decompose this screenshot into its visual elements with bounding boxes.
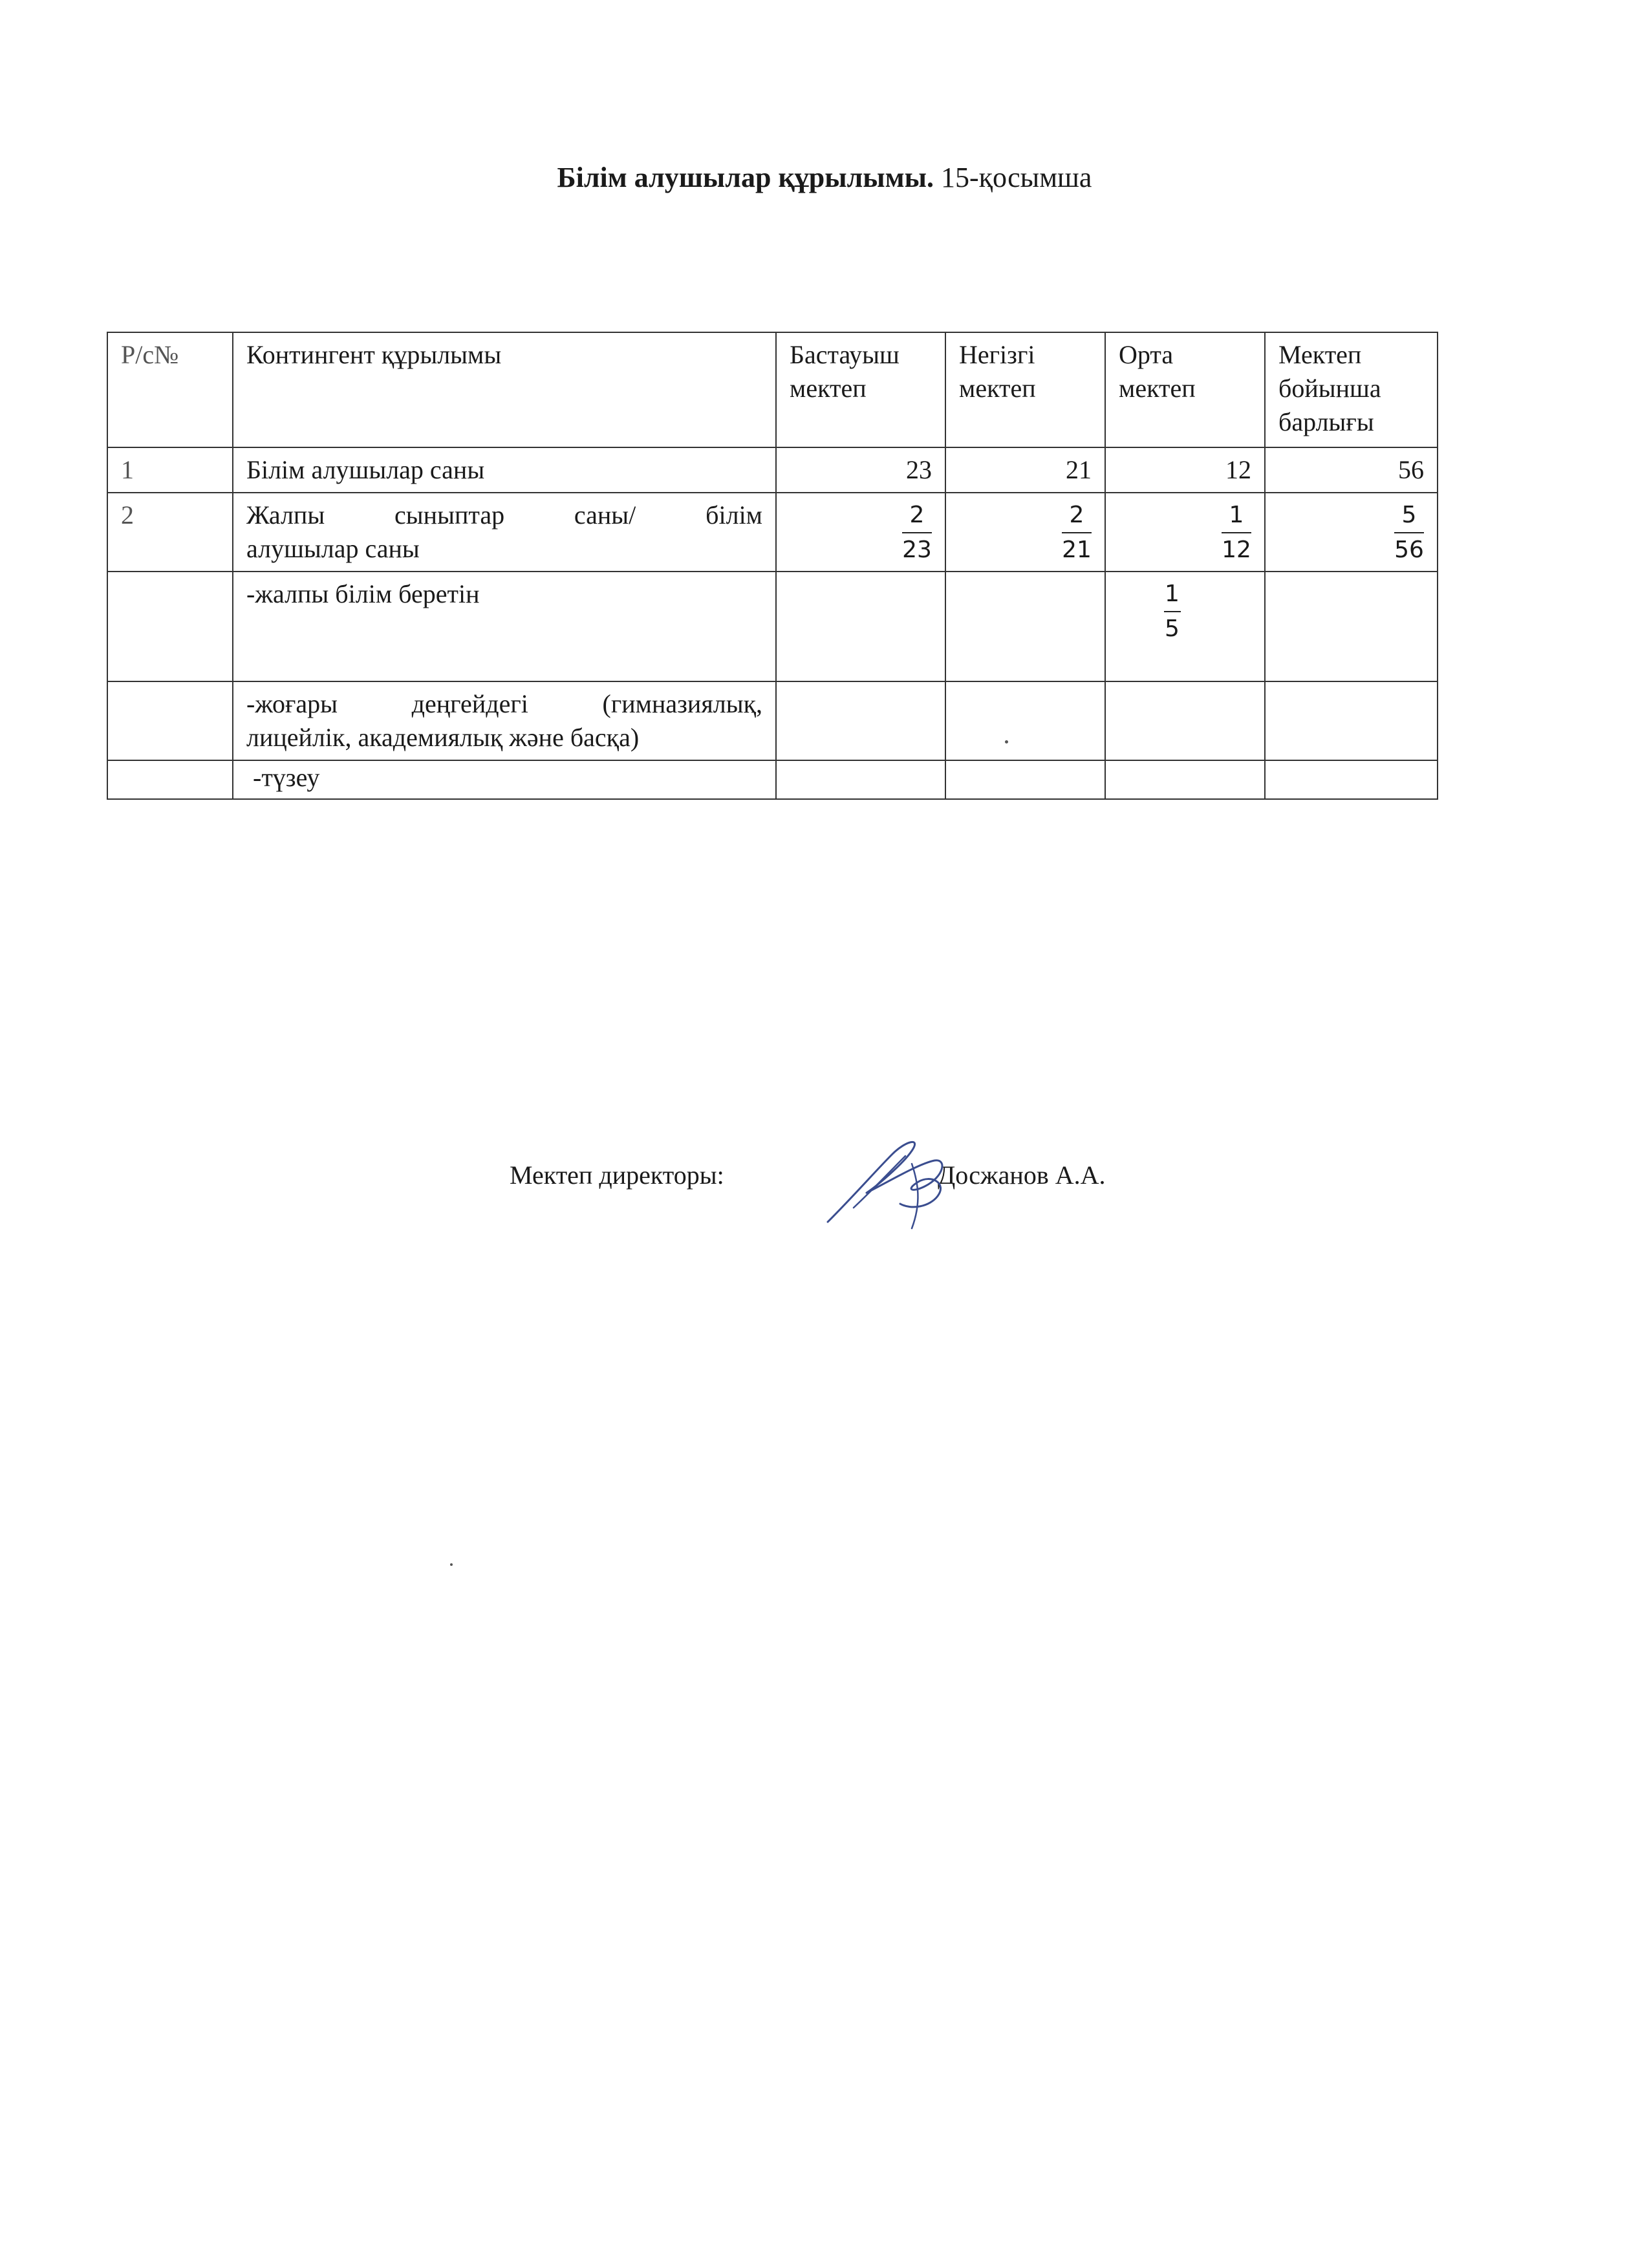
title-appendix: 15-қосымша: [933, 162, 1092, 193]
scan-speck: [450, 1563, 453, 1566]
fraction-denominator: 21: [1062, 537, 1092, 563]
title-bold: Білім алушылар құрылымы.: [557, 162, 934, 193]
row-label-line1: -жоғары деңгейдегі (гимназиялық,: [246, 689, 762, 718]
header-secondary: Орта мектеп: [1105, 332, 1265, 447]
table-row: [107, 681, 1438, 760]
row-label: Білім алушылар саны: [233, 447, 776, 493]
cell-secondary: [1105, 681, 1265, 760]
row-label: -жалпы білім беретін: [233, 572, 776, 681]
fraction: [902, 501, 932, 564]
director-role: Мектеп директоры:: [510, 1161, 724, 1190]
page-title: [0, 158, 1649, 197]
fraction-numerator: 1: [1165, 581, 1180, 607]
fraction-bar: [1394, 532, 1424, 533]
cell-basic: [945, 572, 1105, 681]
fraction-numerator: 5: [1401, 502, 1417, 528]
row-number: [107, 760, 233, 799]
header-contingent: Контингент құрылымы: [233, 332, 776, 447]
header-basic: Негізгі мектеп: [945, 332, 1105, 447]
contingent-table: [107, 332, 1438, 800]
fraction-numerator: 1: [1229, 502, 1244, 528]
row-label: -түзеу: [233, 760, 776, 799]
fraction-numerator: 2: [909, 502, 925, 528]
director-name: Досжанов А.А.: [938, 1161, 1106, 1190]
table-row: [107, 493, 1438, 572]
cell-basic: [945, 681, 1105, 760]
fraction: [1062, 501, 1092, 564]
header-total: Мектеп бойынша барлығы: [1265, 332, 1438, 447]
row-label-line2: алушылар саны: [246, 534, 420, 563]
cell-secondary: [1105, 760, 1265, 799]
header-primary: Бастауыш мектеп: [776, 332, 945, 447]
fraction: [1394, 501, 1424, 564]
row-label-line1: Жалпы сыныптар саны/ білім: [246, 500, 762, 530]
fraction-denominator: 12: [1222, 537, 1251, 563]
cell-total: [1265, 493, 1438, 572]
cell-secondary: 12: [1105, 447, 1265, 493]
row-number: [107, 572, 233, 681]
row-number: 2: [107, 493, 233, 572]
fraction-bar: [1222, 532, 1251, 533]
cell-secondary: [1105, 493, 1265, 572]
fraction: [1164, 580, 1181, 643]
fraction-bar: [902, 532, 932, 533]
fraction-denominator: 56: [1394, 537, 1424, 563]
row-number: [107, 681, 233, 760]
table-row: [107, 572, 1438, 681]
row-label: [233, 493, 776, 572]
cell-total: 56: [1265, 447, 1438, 493]
cell-primary: [776, 681, 945, 760]
row-number: 1: [107, 447, 233, 493]
cell-primary: [776, 760, 945, 799]
fraction-bar: [1062, 532, 1092, 533]
cell-basic: [945, 760, 1105, 799]
cell-total: [1265, 572, 1438, 681]
scan-speck: [1005, 740, 1008, 744]
fraction-denominator: 5: [1165, 615, 1180, 642]
fraction-bar: [1164, 611, 1181, 612]
handwritten-signature: [815, 1125, 964, 1235]
cell-total: [1265, 681, 1438, 760]
cell-primary: [776, 572, 945, 681]
row-label-line2: лицейлік, академиялық және басқа): [246, 723, 640, 752]
cell-primary: [776, 493, 945, 572]
cell-total: [1265, 760, 1438, 799]
cell-basic: [945, 493, 1105, 572]
header-index: Р/с№: [107, 332, 233, 447]
fraction-numerator: 2: [1069, 502, 1084, 528]
table-row: [107, 447, 1438, 493]
fraction-denominator: 23: [902, 537, 932, 563]
table-header-row: [107, 332, 1438, 447]
cell-secondary: [1105, 572, 1265, 681]
cell-primary: 23: [776, 447, 945, 493]
table-row: [107, 760, 1438, 799]
cell-basic: 21: [945, 447, 1105, 493]
fraction: [1222, 501, 1251, 564]
row-label: [233, 681, 776, 760]
